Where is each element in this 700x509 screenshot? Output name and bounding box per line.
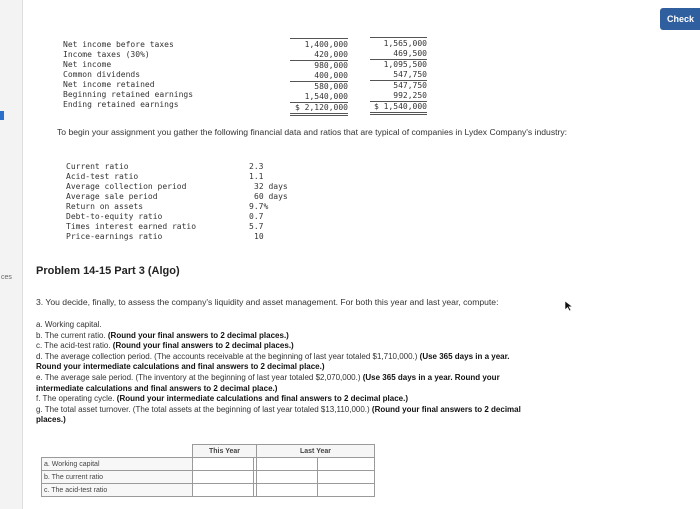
item-c [36,341,616,352]
item-d-instruction-cont: Round your intermediate calculations and final answers to 2 decimal place.) [36,362,325,372]
last-year-input-cell[interactable] [257,458,318,471]
this-year-input-cell[interactable] [193,458,254,471]
income-label: Ending retained earnings [63,100,179,109]
income-value: 1,565,000 [383,39,427,48]
ratio-value: 2.3 [249,162,264,171]
item-b-text: b. The current ratio. [36,330,108,340]
ratio-value: 32 days [254,182,288,191]
item-e-text: e. The average sale period. (The inventory at the beginning of last year totaled $2,070,000.) [36,372,363,382]
question-text: 3. You decide, finally, to assess the company's liquidity and asset management. For both this year and last year, compute: [36,297,499,307]
intro-text: To begin your assignment you gather the following financial data and ratios that are typical of companies in Lydex Company's industry: [57,127,568,137]
ratio-label: Average collection period [66,182,187,191]
item-a: a. Working capital. [36,320,102,329]
table-row [42,471,375,484]
answer-table [41,444,375,497]
income-value: 980,000 [314,61,348,70]
item-g-instruction-cont: places.) [36,415,66,425]
current-ratio-this-year-input[interactable] [193,471,253,483]
item-g-text: g. The total asset turnover. (The total assets at the beginning of last year totaled $13,110,000.) [36,404,372,414]
item-b-instruction: (Round your final answers to 2 decimal places.) [107,330,289,340]
item-d-instruction: (Use 365 days in a year. [419,351,510,361]
item-f-text: f. The operating cycle. [36,394,117,404]
header-spacer [42,445,193,458]
item-c-instruction: (Round your final answers to 2 decimal places.) [112,341,294,351]
item-d-text: d. The average collection period. (The accounts receivable at the beginning of last year totaled $1,710,000.) [36,351,420,361]
column-header-last-year: Last Year [257,445,375,458]
column-top-rule [290,38,348,39]
income-value: 420,000 [290,50,348,61]
item-c-text: c. The acid-test ratio. [36,341,113,351]
answer-table-header [42,445,375,458]
current-ratio-last-year-input[interactable] [257,471,317,483]
item-g [36,405,616,416]
ratio-label: Price-earnings ratio [66,232,163,241]
ratio-value: 9.7% [249,202,269,211]
this-year-input-cell[interactable] [193,471,254,484]
item-g-cont [36,415,616,426]
row-label: c. The acid-test ratio [42,484,193,497]
income-value: $ 2,120,000 [290,103,348,116]
item-f [36,394,616,405]
income-value: 580,000 [314,82,348,91]
row-label: b. The current ratio [42,471,193,484]
item-d [36,352,616,363]
ratio-label: Return on assets [66,202,144,211]
question-items [36,320,616,426]
ratio-value: 5.7 [249,222,264,231]
income-value: 1,095,500 [383,60,427,69]
income-statement-labels [63,40,193,110]
income-label: Income taxes (30%) [63,50,150,59]
item-b [36,331,616,342]
income-value: 400,000 [290,71,348,82]
this-year-input-cell[interactable] [193,484,254,497]
income-label: Net income retained [63,80,155,89]
left-panel-strip [0,0,23,509]
row-label: a. Working capital [42,458,193,471]
last-year-extra-cell [318,458,375,471]
ratio-label: Current ratio [66,162,129,171]
ratio-value: 10 [254,232,264,241]
item-d-cont [36,362,616,373]
acid-test-ratio-this-year-input[interactable] [193,484,253,496]
income-label: Common dividends [63,70,141,79]
item-g-instruction: (Round your final answers to 2 decimal [371,404,521,414]
income-value: 992,250 [370,91,427,102]
income-this-year-column [290,40,348,116]
item-e-cont [36,384,616,395]
last-year-extra-cell [318,484,375,497]
income-value: 1,540,000 [290,92,348,103]
ratio-value: 60 days [254,192,288,201]
last-year-extra-cell [318,471,375,484]
ratio-value: 0.7 [249,212,264,221]
ratio-label: Acid-test ratio [66,172,139,181]
last-year-input-cell[interactable] [257,484,318,497]
income-value: 547,750 [370,70,427,81]
left-panel-marker [0,111,4,120]
income-value: 547,750 [393,81,427,90]
working-capital-this-year-input[interactable] [193,458,253,470]
column-header-this-year: This Year [193,445,257,458]
ratio-label: Average sale period [66,192,158,201]
industry-ratio-labels [66,162,196,242]
industry-ratio-values [249,162,288,242]
item-e-instruction-cont: intermediate calculations and final answers to 2 decimal place.) [36,383,278,393]
ratio-label: Times interest earned ratio [66,222,197,231]
table-row [42,484,375,497]
income-last-year-column [370,39,427,115]
working-capital-last-year-input[interactable] [257,458,317,470]
item-e [36,373,616,384]
left-panel-label: ces [1,274,12,281]
item-f-instruction: (Round your intermediate calculations and final answers to 2 decimal place.) [116,394,408,404]
table-row [42,458,375,471]
income-label: Net income [63,60,112,69]
income-value: 1,400,000 [304,40,348,49]
income-label: Net income before taxes [63,40,174,49]
income-value: $ 1,540,000 [370,102,427,115]
last-year-input-cell[interactable] [257,471,318,484]
acid-test-ratio-last-year-input[interactable] [257,484,317,496]
check-button[interactable]: Check [660,8,700,30]
item-e-instruction: (Use 365 days in a year. Round your [362,372,500,382]
income-value: 469,500 [370,49,427,60]
mouse-cursor-icon [564,300,574,312]
ratio-value: 1.1 [249,172,264,181]
column-top-rule [370,37,427,38]
problem-title: Problem 14-15 Part 3 (Algo) [36,265,180,277]
income-label: Beginning retained earnings [63,90,194,99]
ratio-label: Debt-to-equity ratio [66,212,163,221]
